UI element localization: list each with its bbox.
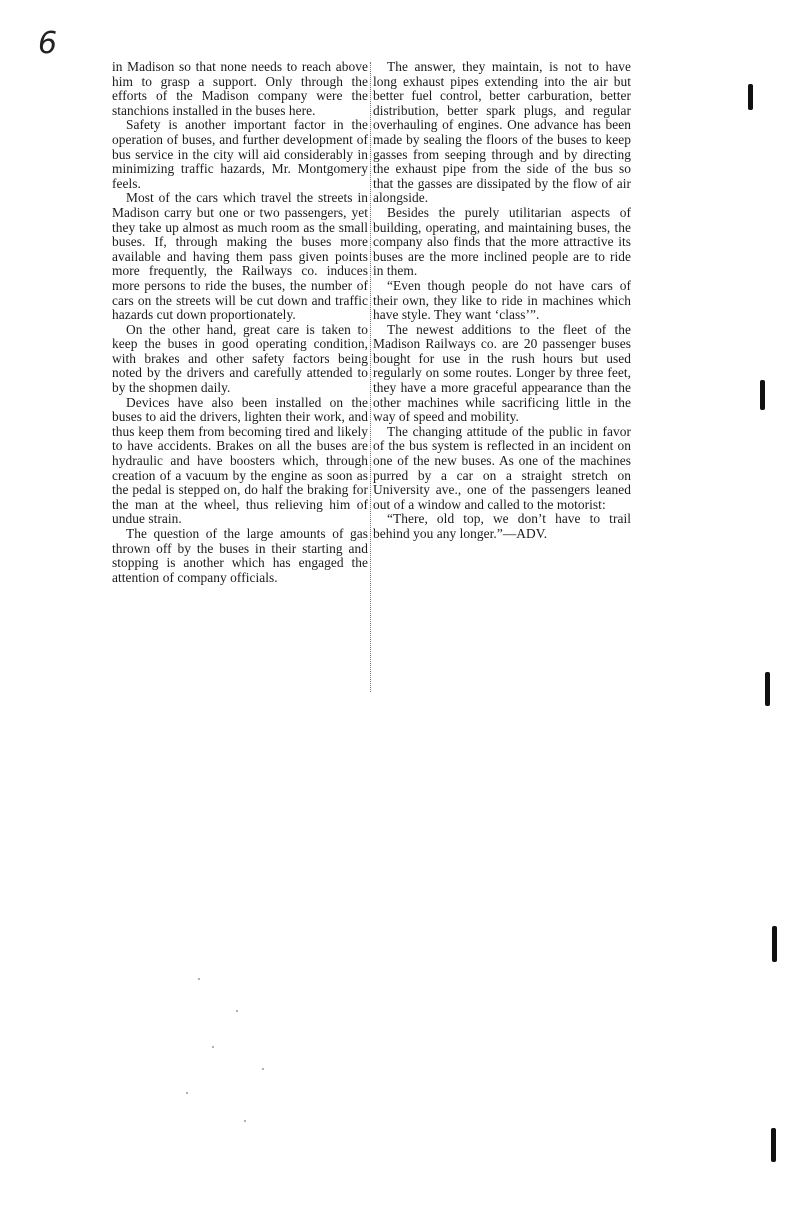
paper-speck: [186, 1092, 188, 1094]
paper-speck: [212, 1046, 214, 1048]
column-divider: [370, 62, 371, 692]
paragraph: The changing attitude of the public in favor of the bus system is reflected in an incident on one of the new buses. As one of the machines purred by a car on a straight stretch on University ave., one of the passengers leaned out of a window and called to the motorist:: [373, 423, 631, 512]
binding-mark: [772, 926, 777, 962]
binding-mark: [748, 84, 753, 110]
paper-speck: [198, 978, 200, 980]
paragraph: Devices have also been installed on the buses to aid the drivers, lighten their work, and thus keep them from becoming tired and likely to have accidents. Brakes on all the buses are hydraulic and have boosters which, through creation of a vacuum by the engine as soon as the pedal is stepped on, do half the braking for the man at the wheel, thus relieving him of undue strain.: [112, 394, 368, 527]
paper-speck: [262, 1068, 264, 1070]
paragraph: The answer, they maintain, is not to have long exhaust pipes extending into the air but better fuel control, better carburation, better distribution, better spark plugs, and regular overhauling of engines. One advance has been made by sealing the floors of the buses to keep gasses from seeping through and by directing the exhaust pipe from the side of the bus so that the gasses are dissipated by the flow of air alongside.: [373, 59, 631, 206]
paragraph: The newest additions to the fleet of the Madison Railways co. are 20 passenger buses bought for use in the rush hours but used regularly on some routes. Longer by three feet, they have a more graceful appearance than the other machines while sacrificing little in the way of speed and mobility.: [373, 321, 631, 425]
paper-speck: [236, 1010, 238, 1012]
paragraph: On the other hand, great care is taken to keep the buses in good operating condition, with brakes and other safety factors being noted by the drivers and carefully attended to by the shopmen daily.: [112, 321, 368, 396]
page-number: 6: [38, 26, 58, 61]
binding-mark: [771, 1128, 776, 1162]
article-column-right: [373, 60, 631, 542]
paragraph: Besides the purely utilitarian aspects of building, operating, and maintaining buses, the company also finds that the more attractive its buses are the more inclined people are to ride in them.: [373, 204, 631, 279]
binding-mark: [765, 672, 770, 706]
paper-speck: [244, 1120, 246, 1122]
paragraph: “There, old top, we don’t have to trail behind you any longer.”—ADV.: [373, 511, 631, 541]
paragraph: in Madison so that none needs to reach above him to grasp a support. Only through the efforts of the Madison company were the stanchions installed in the buses here.: [112, 59, 368, 118]
paragraph: The question of the large amounts of gas thrown off by the buses in their starting and stopping is another which has engaged the attention of company officials.: [112, 526, 368, 585]
paragraph: Safety is another important factor in the operation of buses, and further development of bus service in the city will aid considerably in minimizing traffic hazards, Mr. Montgomery feels.: [112, 117, 368, 191]
paragraph: Most of the cars which travel the streets in Madison carry but one or two passengers, yet they take up almost as much room as the small buses. If, through making the buses more available and having them pass given points more frequently, the Railways co. induces more persons to ride the buses, the number of cars on the streets will be cut down and traffic hazards cut down proportionately.: [112, 190, 368, 323]
paragraph: “Even though people do not have cars of their own, they like to ride in machines which have style. They want ‘class’”.: [373, 277, 631, 323]
binding-mark: [760, 380, 765, 410]
article-column-left: [112, 60, 368, 585]
